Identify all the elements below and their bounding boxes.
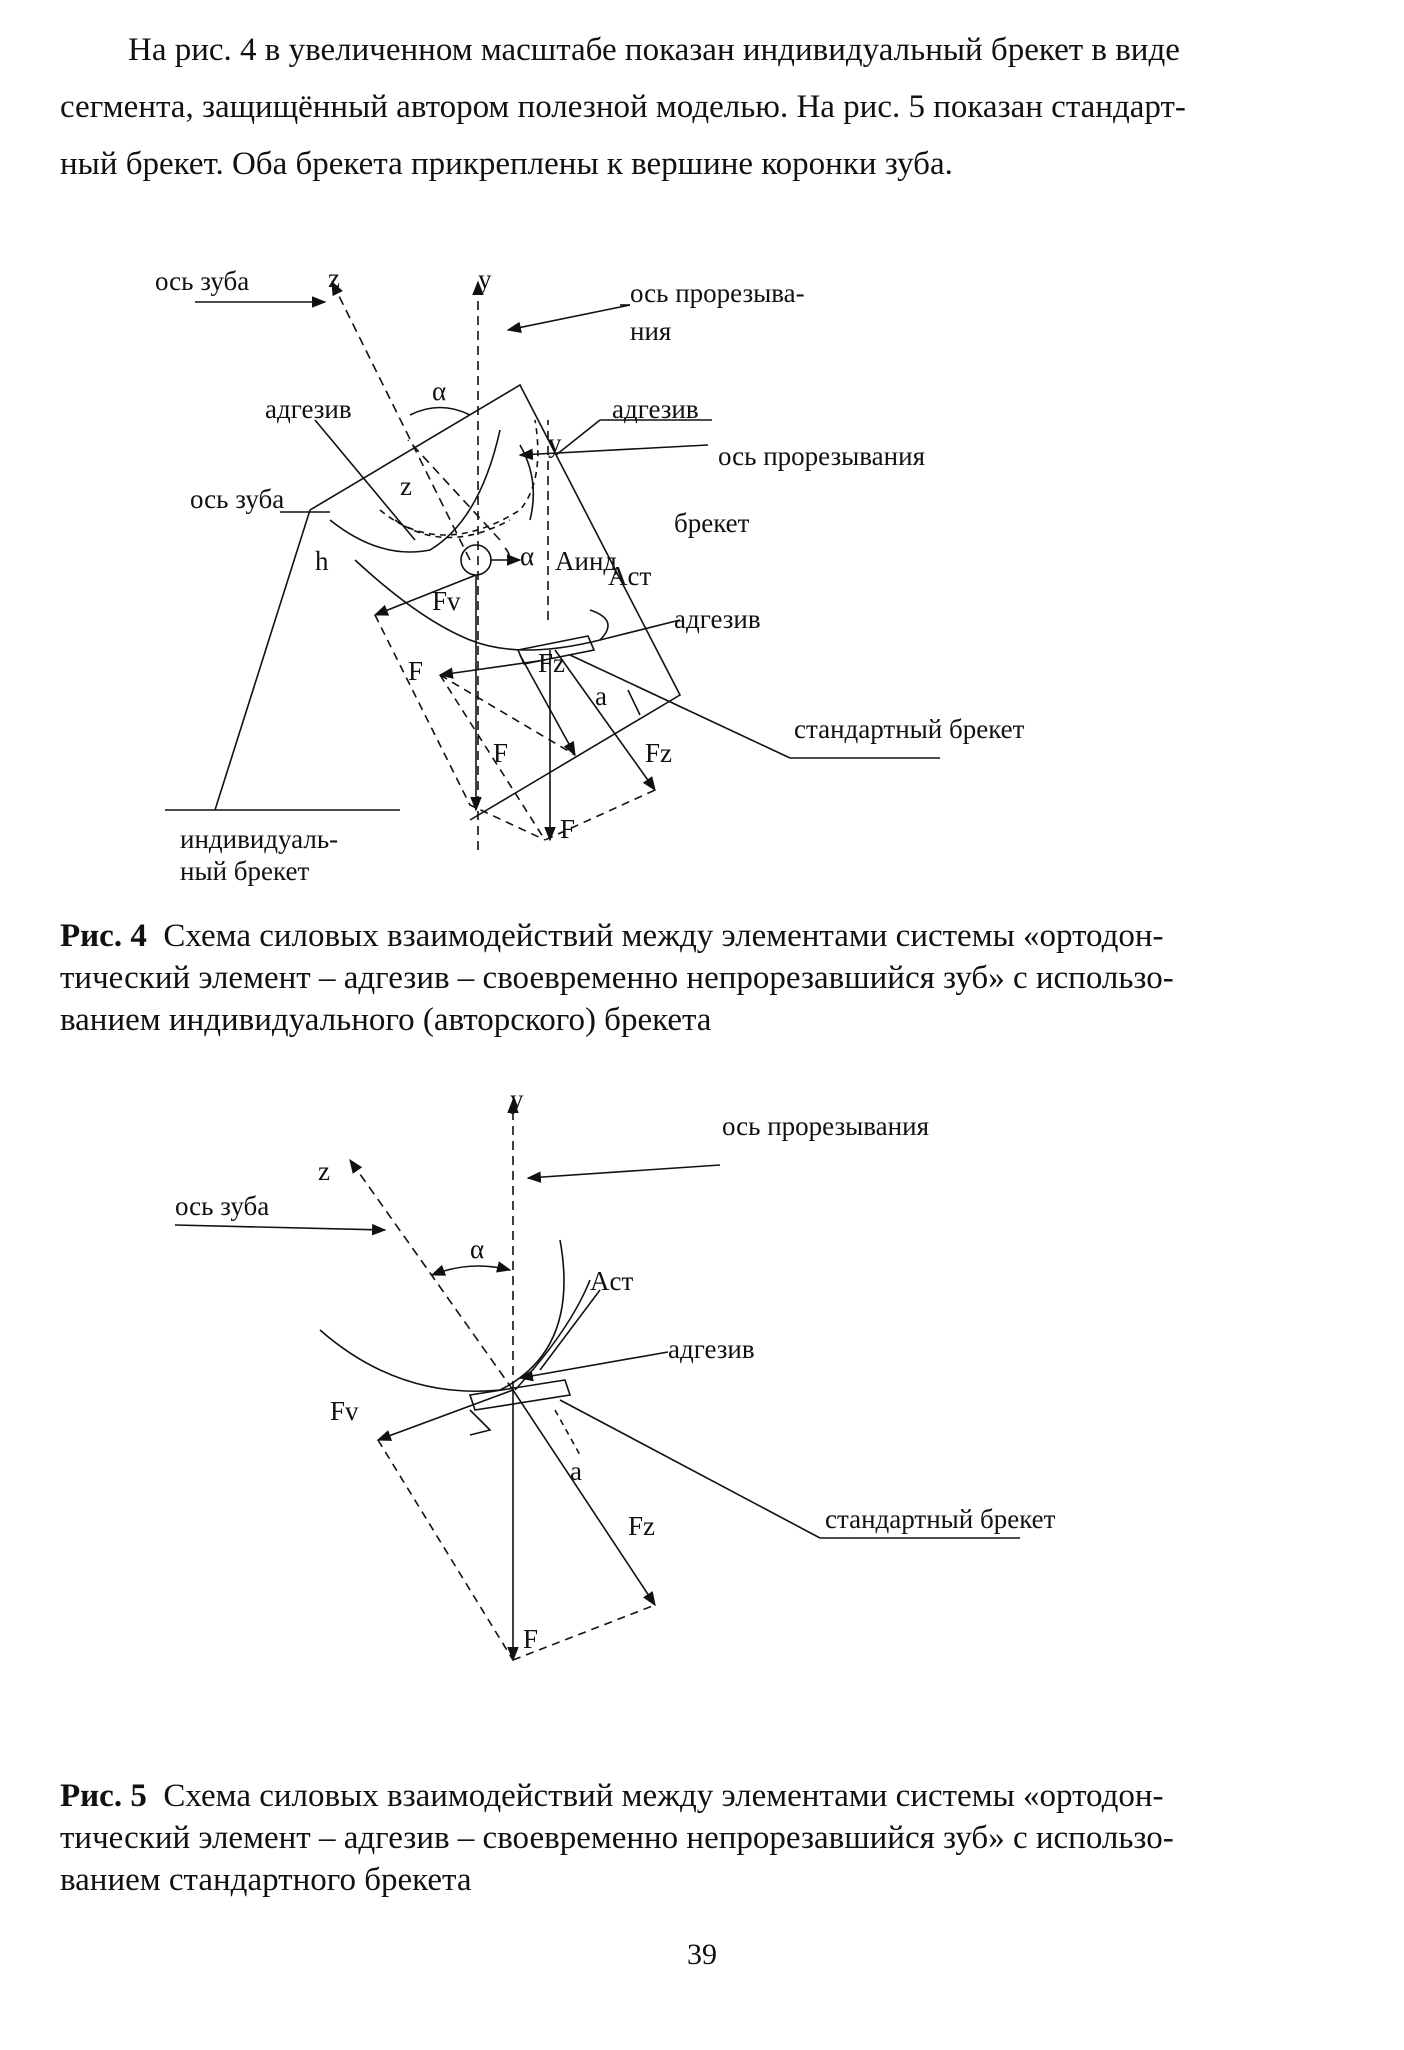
intro-line-3: ный брекет. Оба брекета прикреплены к вершине коронки зуба. — [60, 146, 953, 182]
fig4-caption-line-2: тический элемент – адгезив – своевременно непрорезавшийся зуб» с использо- — [60, 960, 1174, 996]
fig4-label-individual-1: индивидуаль- — [180, 824, 339, 854]
page-number: 39 — [687, 1938, 717, 1971]
fig4-label-alpha: α — [432, 376, 447, 406]
fig4-label-eruption-axis-full: ось прорезывания — [718, 441, 925, 471]
fig5-label-f: F — [523, 1624, 539, 1654]
fig4-label-fv: Fv — [432, 586, 461, 616]
intro-line-2: сегмента, защищённый автором полезной моделью. На рис. 5 показан стандарт- — [60, 89, 1186, 125]
fig4-label-y-top: y — [478, 264, 492, 294]
fig4-label-tooth-axis-left: ось зуба — [190, 484, 285, 514]
fig5-label-tooth-axis: ось зуба — [175, 1191, 270, 1221]
fig5-label-a-small: a — [570, 1456, 582, 1486]
fig4-label-f-left: F — [408, 656, 424, 686]
fig5-label-alpha: α — [470, 1234, 485, 1264]
fig4-label-f-mid: F — [493, 738, 509, 768]
fig4-caption-line-3: ванием индивидуального (авторского) брекета — [60, 1002, 712, 1038]
fig4-label-individual-2: ный брекет — [180, 856, 310, 886]
fig5-caption-line-1: Рис. 5 Схема силовых взаимодействий между элементами системы «ортодон- — [60, 1778, 1164, 1814]
fig4-label-a-small: a — [595, 681, 607, 711]
fig5-caption-line-3: ванием стандартного брекета — [60, 1862, 472, 1898]
figure-4-caption — [60, 915, 1350, 1041]
fig4-label-f-bottom: F — [560, 814, 576, 844]
fig5-label-adhesive: адгезив — [668, 1334, 755, 1364]
figure-5-diagram — [0, 1080, 1404, 1780]
fig5-label-standard-bracket: стандартный брекет — [825, 1504, 1056, 1534]
intro-line-1: На рис. 4 в увеличенном масштабе показан индивидуальный брекет в виде — [128, 32, 1180, 68]
fig4-label-adhesive-right: адгезив — [612, 394, 699, 424]
fig4-caption-label: Рис. 4 — [60, 918, 147, 954]
fig4-label-tooth-axis-top: ось зуба — [155, 266, 250, 296]
fig4-label-bracket: брекет — [674, 508, 750, 538]
fig4-label-a-st: Aст — [608, 561, 652, 591]
fig5-label-eruption-axis: ось прорезывания — [722, 1111, 929, 1141]
figure-4-diagram — [0, 0, 1404, 900]
fig5-label-fz: Fz — [628, 1511, 655, 1541]
fig4-caption-line-1: Рис. 4 Схема силовых взаимодействий между элементами системы «ортодон- — [60, 918, 1164, 954]
fig4-label-eruption-axis-2: ния — [630, 316, 672, 346]
fig5-caption-line-2: тический элемент – адгезив – своевременно непрорезавшийся зуб» с использо- — [60, 1820, 1174, 1856]
fig4-label-adhesive-lower: адгезив — [674, 604, 761, 634]
fig5-label-fv: Fv — [330, 1396, 359, 1426]
fig5-label-a-st: Aст — [590, 1266, 634, 1296]
fig5-label-z: z — [318, 1156, 330, 1186]
fig4-label-fz: Fz — [645, 738, 672, 768]
fig4-label-y-inner: y — [548, 428, 562, 458]
figure-5-caption — [60, 1775, 1350, 1901]
fig4-label-a-ind: Aинд — [555, 546, 618, 576]
fig5-label-y: y — [510, 1084, 524, 1114]
fig5-caption-label: Рис. 5 — [60, 1778, 147, 1814]
fig4-label-z-inner: z — [400, 471, 412, 501]
fig4-label-fz-inner: Fz — [538, 648, 565, 678]
fig4-label-adhesive-left: адгезив — [265, 394, 352, 424]
fig4-label-eruption-axis-1: ось прорезыва- — [630, 278, 805, 308]
fig4-label-z-top: z — [328, 263, 340, 293]
fig4-label-h: h — [315, 546, 329, 576]
fig4-label-alpha-inner: α — [520, 541, 535, 571]
fig4-label-standard-bracket: стандартный брекет — [794, 714, 1025, 744]
